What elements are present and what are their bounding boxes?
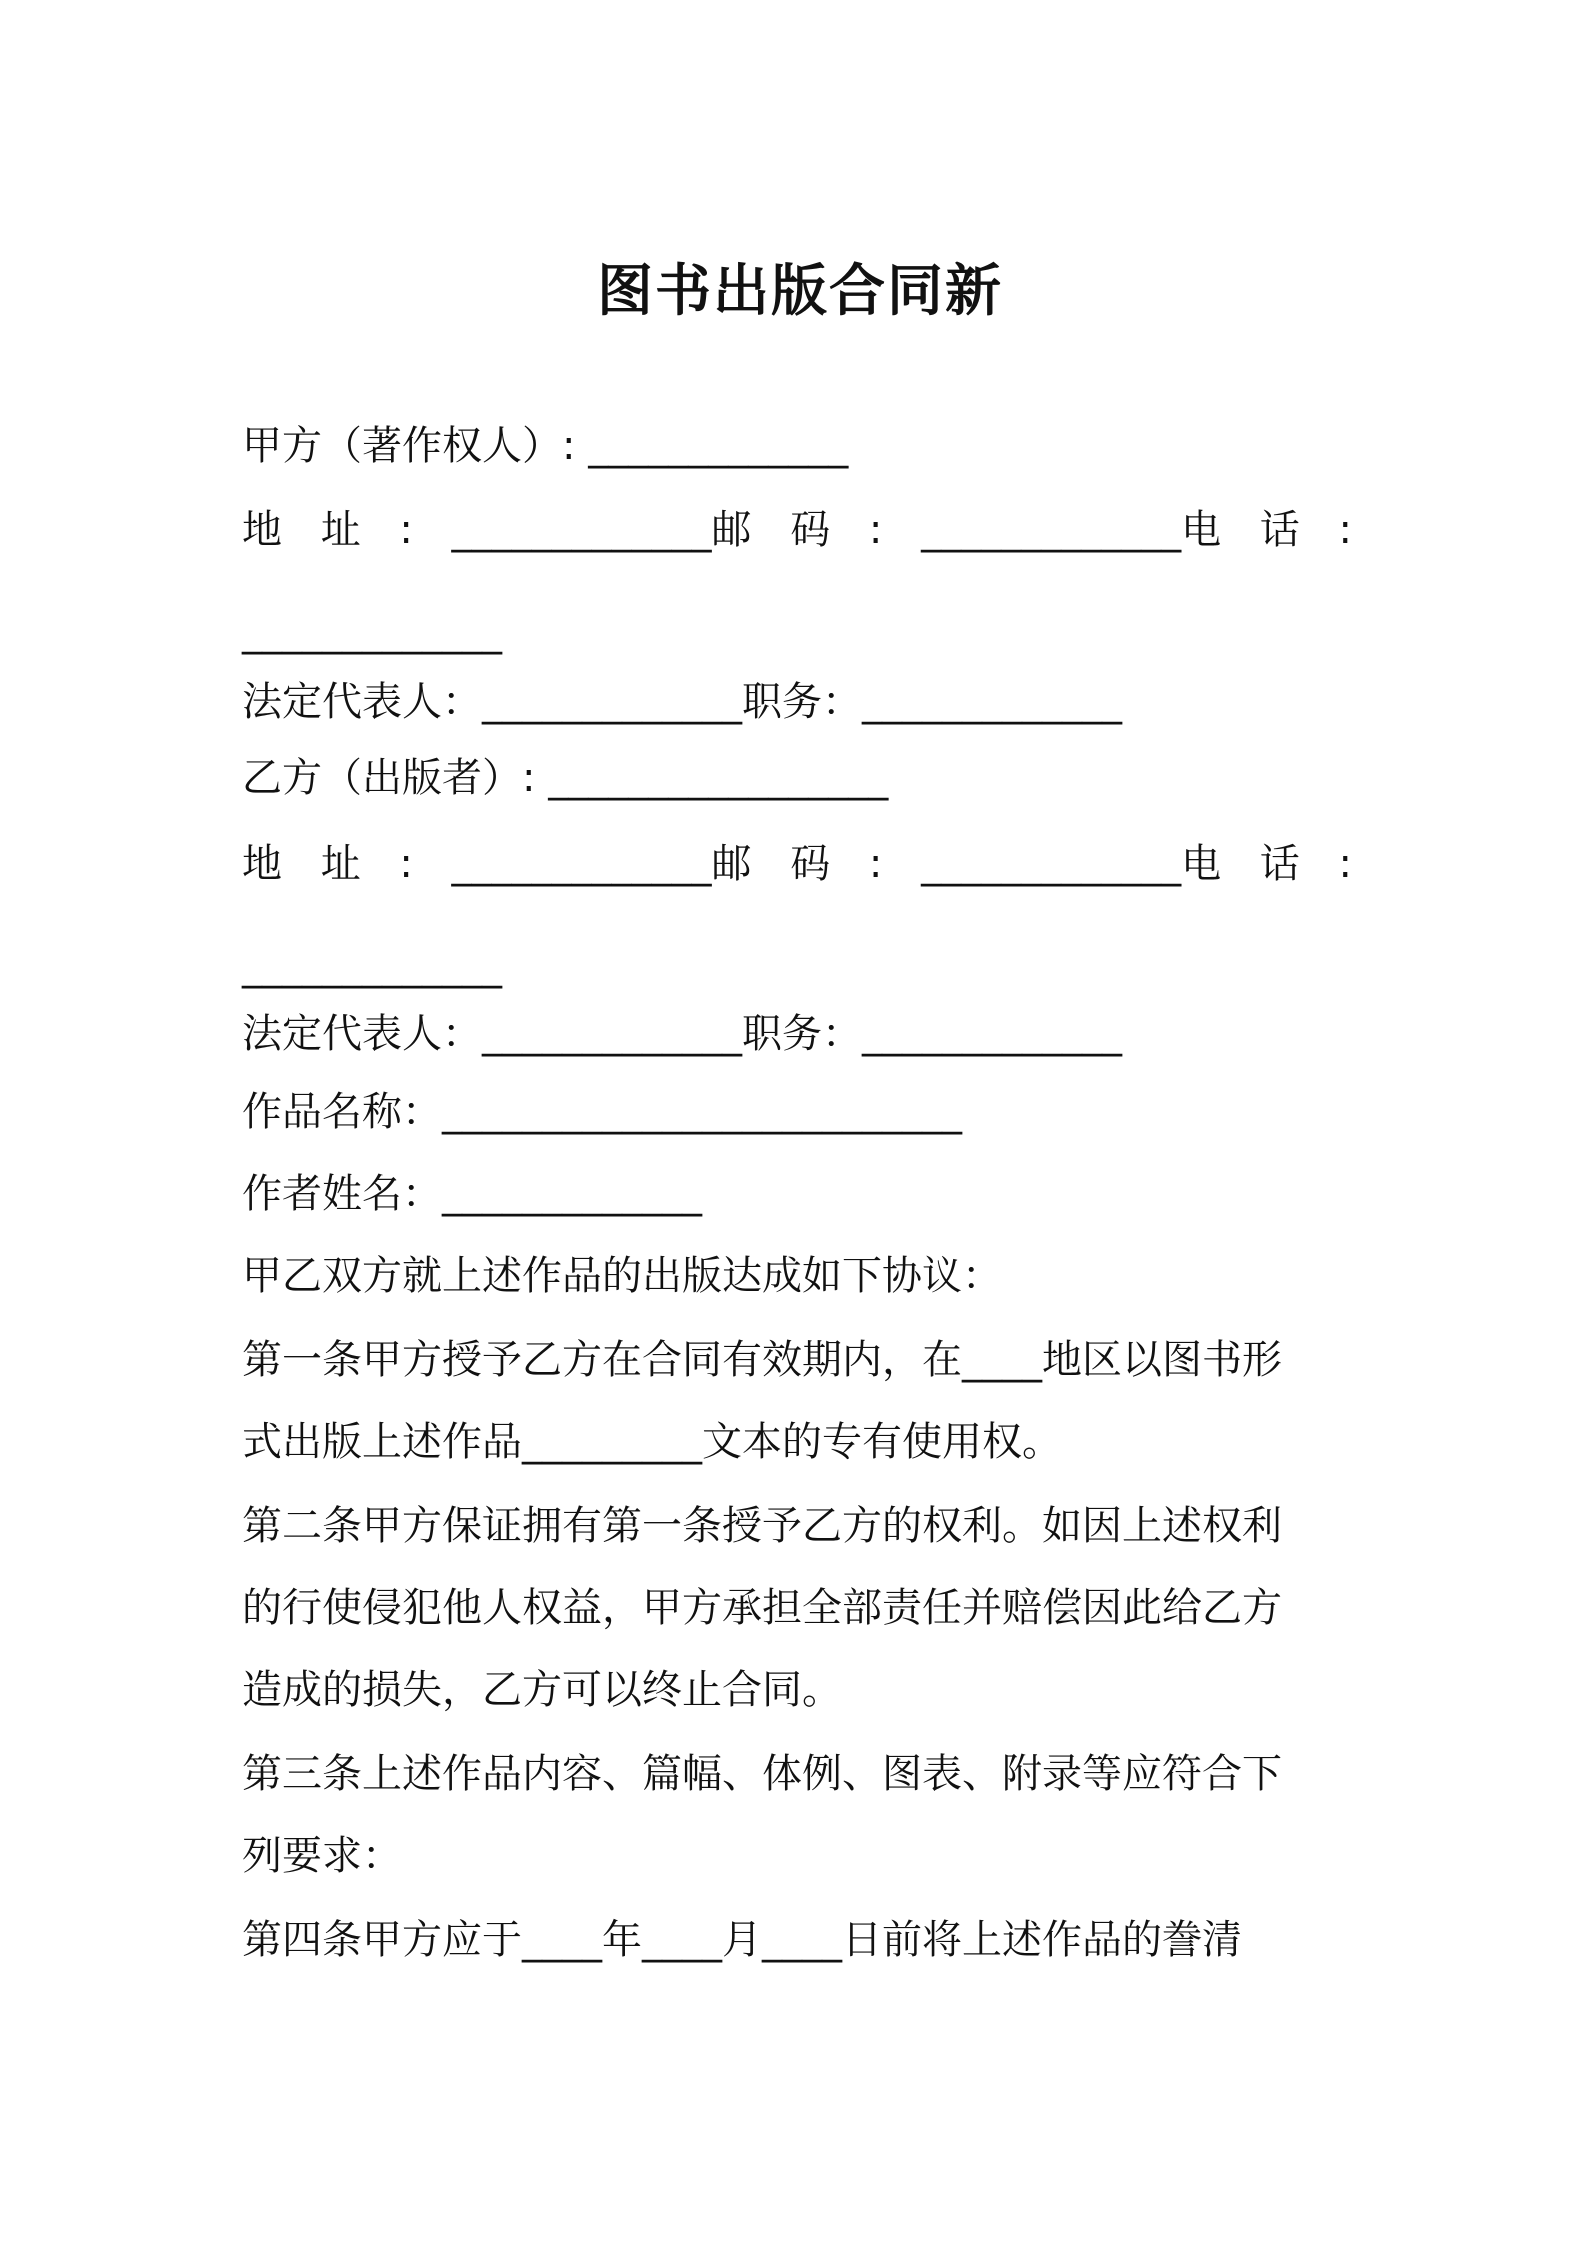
colon: : [868, 841, 883, 887]
author-name-line: 作者姓名：_____________ [242, 1171, 702, 1217]
phone-label-char: 话 [1259, 507, 1300, 553]
colon: : [868, 507, 883, 553]
party-a-representative-line: 法定代表人：_____________职务：_____________ [242, 679, 1122, 725]
work-name-line: 作品名称：__________________________ [242, 1089, 962, 1135]
party-b-phone-blank: _____________ [242, 943, 502, 989]
article-3-line-2: 列要求： [242, 1833, 402, 1879]
article-1-line-2: 式出版上述作品_________文本的专有使用权。 [242, 1419, 1062, 1465]
postcode-label-char: 码 [790, 841, 831, 887]
postcode-blank-phone-label: _____________电 [921, 841, 1222, 887]
agreement-intro: 甲乙双方就上述作品的出版达成如下协议： [242, 1253, 1002, 1299]
party-b-representative-line: 法定代表人：_____________职务：_____________ [242, 1011, 1122, 1057]
party-b-label: 乙方（出版者）: _________________ [242, 755, 889, 801]
colon: : [1338, 507, 1352, 553]
address-label-char: 地 [242, 507, 282, 553]
address-blank-postcode-label: _____________邮 [451, 841, 752, 887]
address-label-char: 址 [320, 507, 361, 553]
article-1-line-1: 第一条甲方授予乙方在合同有效期内，在____地区以图书形 [242, 1337, 1282, 1383]
article-3-line-1: 第三条上述作品内容、篇幅、体例、图表、附录等应符合下 [242, 1751, 1282, 1797]
article-4-line-1: 第四条甲方应于____年____月____日前将上述作品的誊清 [242, 1917, 1242, 1963]
colon: : [399, 507, 413, 553]
postcode-label-char: 码 [790, 507, 831, 553]
colon: : [399, 841, 413, 887]
party-b-address-row [242, 836, 1352, 892]
phone-label-char: 话 [1259, 841, 1300, 887]
document-title: 图书出版合同新 [597, 259, 1003, 324]
address-blank-postcode-label: _____________邮 [451, 507, 752, 553]
article-2-line-1: 第二条甲方保证拥有第一条授予乙方的权利。如因上述权利 [242, 1503, 1282, 1549]
party-a-phone-blank: _____________ [242, 609, 502, 655]
party-a-address-row [242, 502, 1352, 558]
postcode-blank-phone-label: _____________电 [921, 507, 1222, 553]
address-label-char: 址 [320, 841, 361, 887]
colon: : [1338, 841, 1352, 887]
article-2-line-3: 造成的损失，乙方可以终止合同。 [242, 1667, 842, 1713]
address-label-char: 地 [242, 841, 282, 887]
party-a-label: 甲方（著作权人）: _____________ [242, 423, 849, 469]
article-2-line-2: 的行使侵犯他人权益，甲方承担全部责任并赔偿因此给乙方 [242, 1585, 1282, 1631]
